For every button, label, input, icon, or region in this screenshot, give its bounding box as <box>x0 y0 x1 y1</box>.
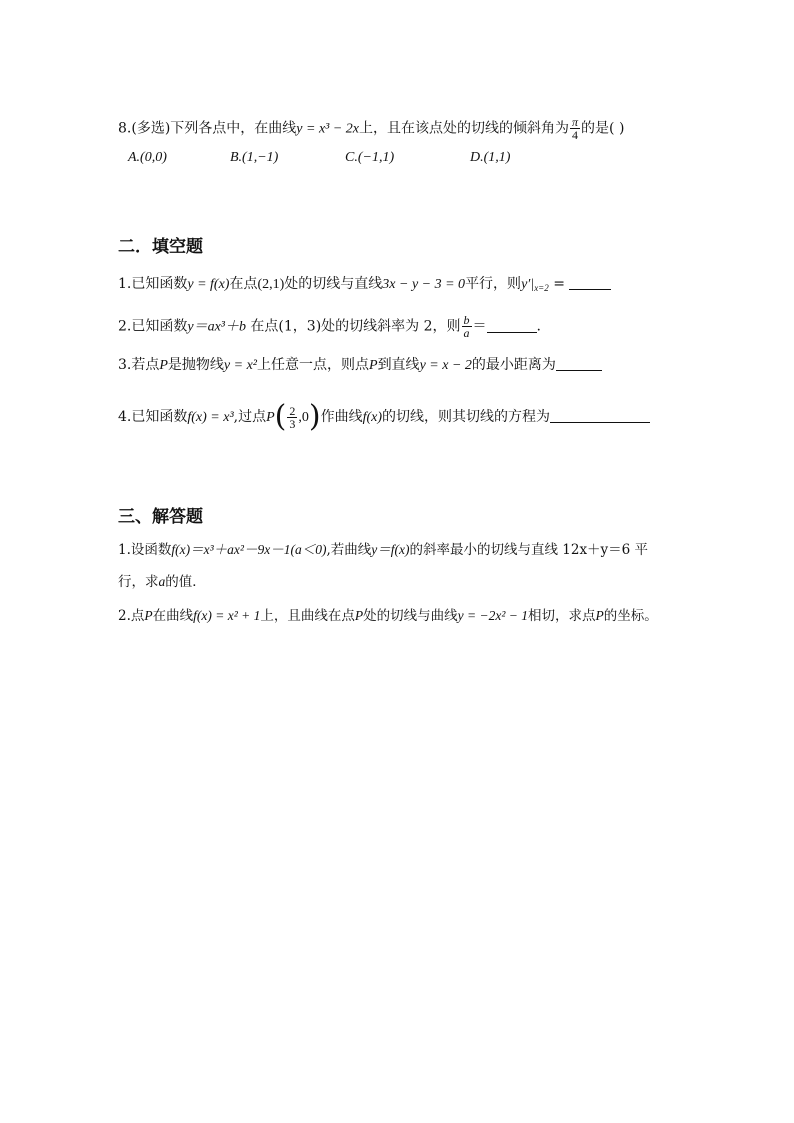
s2q1-mid3: 平行，则 <box>465 276 522 292</box>
s2q1-mid1: 在点 <box>229 276 258 292</box>
s3q1-l2-suffix: 的值． <box>165 574 206 590</box>
s3q2-curve: y = −2x² − 1 <box>457 608 529 623</box>
section-2-title: 二．填空题 <box>118 237 203 257</box>
q8-middle: 上，且在该点处的切线的倾斜角为 <box>359 120 570 137</box>
s3q2-mid1: 在曲线 <box>152 608 194 624</box>
s2q1-line: 3x − y − 3 = 0 <box>382 277 466 292</box>
s2q3-curve: y = x² <box>223 358 257 373</box>
s2q4-p: P <box>266 410 275 425</box>
s3q2-p: P <box>144 608 153 623</box>
s3q2-p2: P <box>354 608 364 623</box>
s2q4-suffix: 的切线，则其切线的方程为 <box>382 409 551 425</box>
s2q2-answer-blank[interactable] <box>487 318 537 333</box>
s2q2-frac-num: b <box>463 313 470 327</box>
s2q4-prefix: 4.已知函数 <box>118 409 188 425</box>
s2q2-fraction <box>462 314 472 339</box>
s3q2-prefix: 2.点 <box>118 608 145 624</box>
s3q1-suffix: 的斜率最小的切线与直线 12x＋y＝6 平 <box>409 542 649 558</box>
q8-option-d: D.(1,1) <box>470 150 511 165</box>
s2q2-end: . <box>536 318 541 335</box>
s2q1-prefix: 1.已知函数 <box>118 276 188 292</box>
q8-frac-num: π <box>572 115 579 129</box>
fill-question-2 <box>118 314 541 339</box>
s3q2-mid2: 上，且曲线在点 <box>260 608 355 624</box>
s3q1-prefix: 1.设函数 <box>118 542 172 558</box>
s3q2-suffix: 的坐标。 <box>603 608 658 624</box>
solve-question-1-line-2 <box>118 572 206 592</box>
q8-option-b: B.(1,−1) <box>230 150 279 165</box>
s2q1-mid2: 处的切线与直线 <box>284 276 383 292</box>
s2q4-fraction <box>287 405 297 430</box>
right-paren-icon: ) <box>308 399 321 434</box>
s2q2-fx: y＝ax³＋b <box>187 319 246 335</box>
s3q1-l2-a: a <box>158 574 166 589</box>
s2q3-p2: P <box>369 358 378 373</box>
s3q2-mid4: 相切，求点 <box>528 608 596 624</box>
s2q3-suffix: 的最小距离为 <box>471 357 556 373</box>
q8-fraction <box>570 116 580 141</box>
section-3-title: 三、解答题 <box>118 507 203 527</box>
solve-question-1-line-1 <box>118 540 648 560</box>
s3q1-fx: f(x)＝x³＋ax²－9x－1(a＜0) <box>171 542 327 557</box>
solve-question-2 <box>118 606 658 626</box>
fill-question-4 <box>118 400 650 435</box>
q8-option-a: A.(0,0) <box>128 150 167 165</box>
s2q2-mid: 在点(1，3)处的切线斜率为 2，则 <box>245 318 461 335</box>
left-paren-icon: ( <box>274 399 287 434</box>
s2q3-mid2: 上任意一点，则点 <box>257 357 369 373</box>
fill-question-3 <box>118 355 602 376</box>
s3q2-fx: f(x) = x² + 1 <box>193 608 261 623</box>
q8-prefix: 8.(多选)下列各点中，在曲线 <box>118 120 297 137</box>
s3q1-curve: y＝f(x) <box>371 542 410 557</box>
s2q4-fx2: f(x) <box>362 410 383 425</box>
q8-frac-den: 4 <box>572 128 579 142</box>
s2q4-answer-blank[interactable] <box>550 408 650 423</box>
q8-option-c: C.(−1,1) <box>345 150 395 165</box>
s2q3-line: y = x − 2 <box>419 358 472 373</box>
s2q1-point: (2,1) <box>257 277 285 292</box>
s2q1-eq: = <box>548 276 570 292</box>
s3q1-mid: ,若曲线 <box>326 542 372 558</box>
q8-curve: y = x³ − 2x <box>296 121 360 137</box>
s2q3-prefix: 3.若点 <box>118 357 160 373</box>
s3q2-p3: P <box>595 608 604 623</box>
s2q1-answer-blank[interactable] <box>569 275 611 290</box>
s2q2-prefix: 2.已知函数 <box>118 318 188 335</box>
q8-suffix: 的是( ) <box>581 120 625 137</box>
s2q1-deriv: y′| <box>521 277 535 292</box>
s2q3-mid1: 是抛物线 <box>167 357 224 373</box>
s2q3-mid3: 到直线 <box>377 357 420 373</box>
s2q1-fx: y = f(x) <box>187 277 230 292</box>
fill-question-1 <box>118 274 611 298</box>
s2q4-frac-num: 2 <box>289 403 296 418</box>
s2q1-deriv-sub: x=2 <box>534 283 549 293</box>
s3q2-mid3: 处的切线与曲线 <box>363 608 458 624</box>
s2q4-frac-den: 3 <box>289 416 296 431</box>
s2q2-suffix: ＝ <box>472 318 487 335</box>
s2q4-mid2: 作曲线 <box>320 409 363 425</box>
s2q4-fx: f(x) = x³ <box>187 410 234 425</box>
s2q4-mid1: ,过点 <box>233 409 267 425</box>
s2q3-p: P <box>159 358 168 373</box>
s2q4-coord-tail: ,0 <box>298 410 309 425</box>
s3q1-l2-prefix: 行，求 <box>118 574 159 590</box>
question-8 <box>118 116 624 141</box>
s2q2-frac-den: a <box>463 326 470 340</box>
s2q3-answer-blank[interactable] <box>556 356 602 371</box>
